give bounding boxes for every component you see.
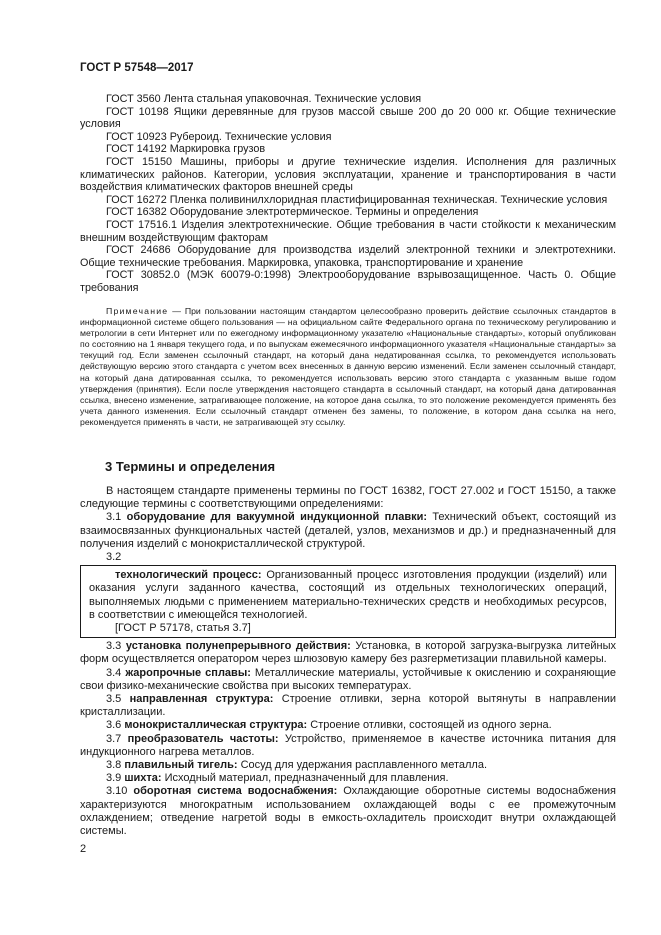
term-entry [80,719,616,732]
term-definition: Строение отливки, зерна которой вытянуты в направлении кристаллизации. [80,693,616,719]
term-number: 3.2 [106,551,122,564]
term-name: монокристаллическая структура: [124,719,308,732]
terms-section [80,485,616,838]
term-number: 3.9 [106,772,122,785]
term-number: 3.5 [106,693,122,706]
term-number: 3.3 [106,640,122,653]
term-number: 3.6 [106,719,122,732]
term-definition: Устройство, применяемое в качестве источника питания для индукционного нагрева металлов. [80,732,617,758]
term-name: шихта: [124,772,162,785]
term-name: плавильный тигель: [124,759,238,772]
term-entry [80,785,616,838]
term-source: [ГОСТ Р 57178, статья 3.7] [115,622,251,635]
term-definition: Организованный процесс изготовления продукции (изделий) или оказания услуги заданного качества, состоящий из отдельных технологических операций, выполняемых людьми с применением материально-технических средств и необходимых ресурсов, в соответствии с имеющейся технологией. [89,569,607,621]
note-label: Примечание [106,306,169,316]
term-entry [80,511,616,551]
term-entry [80,640,616,666]
term-name: преобразователь частоты: [127,732,279,745]
term-number: 3.1 [106,511,122,524]
term-entry [80,693,616,719]
reference-note [80,306,616,428]
page-number: 2 [80,843,87,855]
term-definition: Установка, в которой загрузка-выгрузка литейных форм осуществляется оператором через шлюзовую камеру без разгерметизации плавильной камеры. [80,640,616,666]
term-number: 3.7 [106,732,122,745]
term-definition: Технический объект, состоящий из взаимосвязанных функциональных частей (деталей, узлов, механизмов и др.) и предназначенный для получения изделий с монокристаллической структурой. [80,511,616,550]
term-name: установка полунепрерывного действия: [125,640,351,653]
term-number: 3.8 [106,759,122,772]
term-definition: Исходный материал, предназначенный для плавления. [161,772,449,785]
reference-item: ГОСТ 10198 Ящики деревянные для грузов массой свыше 200 до 20 000 кг. Общие технические условия [80,105,616,131]
reference-item: ГОСТ 17516.1 Изделия электротехнические. Общие требования в части стойкости к механическим внешним воздействующим факторам [80,218,616,244]
note-text: — При пользовании настоящим стандартом целесообразно проверить действие ссылочных стандартов в информационной системе общего пользования — на официальном сайте Федерального органа по техническому регулированию и метрологии в сети Интернет или по ежегодному информационному указателю «Национальные стандарты», который опубликован по состоянию на 1 января текущего года, и по выпускам ежемесячного информационного указателя «Национальные стандарты» за текущий год. Если заменен ссылочный стандарт, на который дана недатированная ссылка, то рекомендуется использовать действующую версию этого стандарта с учетом всех внесенных в данную версию изменений. Если заменен ссылочный стандарт, на который дана датированная ссылка, то рекомендуется использовать версию этого стандарта с указанным выше годом утверждения (принятия). Если после утверждения настоящего стандарта в ссылочный стандарт, на который дана датированная ссылка, внесено изменение, затрагивающее положение, на которое дана ссылка, то это положение рекомендуется применять без учета данного изменения. Если ссылочный стандарт отменен без замены, то положение, в котором дана ссылка на него, рекомендуется применять в части, не затрагивающей эту ссылку. [80,306,616,427]
quoted-term-box [80,565,616,638]
term-name: оборудование для вакуумной индукционной плавки: [126,511,428,524]
reference-item: ГОСТ 16272 Пленка поливинилхлоридная пластифицированная техническая. Технические условия [106,193,608,206]
reference-item: ГОСТ 24686 Оборудование для производства изделий электронной техники и электротехники. Общие технические требования. Маркировка, упаковка, транспортирование и хранение [80,244,616,269]
document-header: ГОСТ Р 57548—2017 [80,62,194,74]
term-name: жаропрочные сплавы: [125,666,251,679]
section-heading: 3 Термины и определения [105,459,276,474]
reference-item: ГОСТ 30852.0 (МЭК 60079-0:1998) Электрооборудование взрывозащищенное. Часть 0. Общие требования [80,269,616,294]
reference-item: ГОСТ 10923 Рубероид. Технические условия [106,130,332,143]
reference-item: ГОСТ 15150 Машины, приборы и другие технические изделия. Исполнения для различных климатических районов. Категории, условия эксплуатации, хранение и транспортирования в части воздействия климатических факторов внешней среды [80,155,616,194]
term-definition: Охлаждающие оборотные системы водоснабжения характеризуются многократным использованием охлаждающей воды с ее промежуточным охлаждением; отведение нагретой воды в емкость-охладитель происходит внутри охлаждающей системы. [80,785,616,838]
term-name: технологический процесс: [115,569,262,582]
term-entry [80,667,616,693]
term-definition: Металлические материалы, устойчивые к окислению и сохраняющие свои физико-механические свойства при высоких температурах. [80,666,616,692]
term-definition: Строение отливки, состоящей из одного зерна. [307,719,552,732]
normative-references-list [80,93,616,295]
section-intro: В настоящем стандарте применены термины по ГОСТ 16382, ГОСТ 27.002 и ГОСТ 15150, а также следующие термины с соответствующими определениями: [80,485,616,511]
term-number: 3.4 [106,666,122,679]
term-name: направленная структура: [129,693,274,706]
term-definition: Сосуд для удержания расплавленного металла. [237,759,488,772]
term-entry [89,569,607,622]
term-entry [80,759,616,772]
term-entry [80,733,616,759]
term-number: 3.10 [106,785,128,798]
reference-item: ГОСТ 16382 Оборудование электротермическое. Термины и определения [106,206,479,219]
term-entry [80,772,616,785]
reference-item: ГОСТ 3560 Лента стальная упаковочная. Технические условия [106,93,422,105]
term-name: оборотная система водоснабжения: [133,785,338,798]
reference-item: ГОСТ 14192 Маркировка грузов [106,143,266,156]
